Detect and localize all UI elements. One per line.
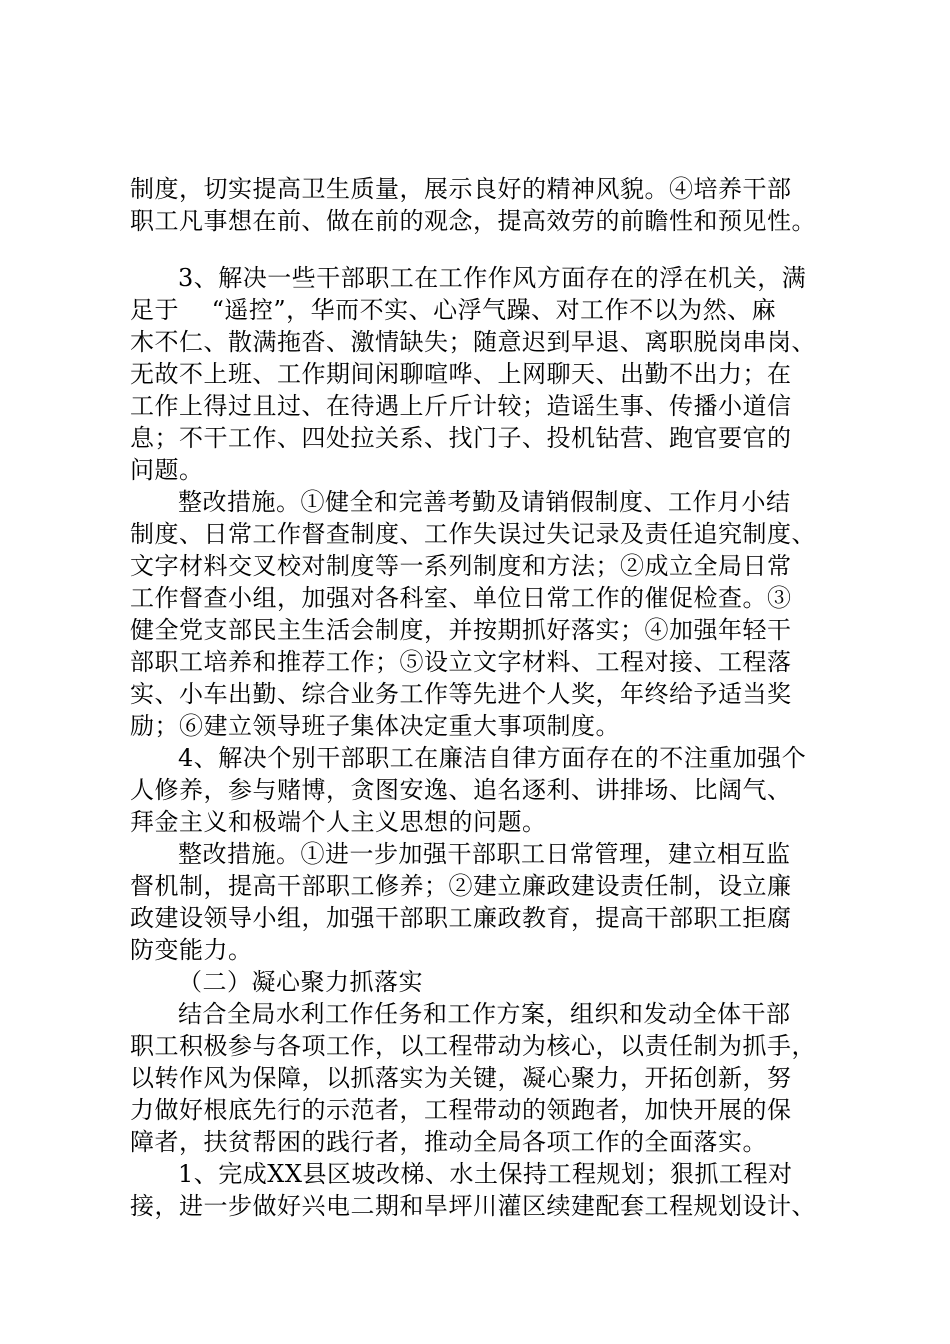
text-line: 部职工培养和推荐工作；⑤设立文字材料、工程对接、工程落 [130, 648, 792, 676]
text-line: 励；⑥建立领导班子集体决定重大事项制度。 [130, 712, 620, 740]
text-line: 人修养，参与赌博，贪图安逸、追名逐利、讲排场、比阔气、 [130, 776, 792, 804]
text-line: 文字材料交叉校对制度等一系列制度和方法；②成立全局日常 [130, 552, 792, 580]
item4-measures-paragraph [130, 838, 830, 966]
text-line: 足于 “遥控”，华而不实、心浮气躁、对工作不以为然、麻 [130, 296, 777, 324]
text-line: 障者，扶贫帮困的践行者，推动全局各项工作的全面落实。 [130, 1128, 767, 1156]
text-line: 制度、日常工作督查制度、工作失误过失记录及责任追究制度、 [130, 520, 816, 548]
item4-issue-paragraph [130, 742, 830, 838]
section2-heading-block [130, 966, 830, 998]
text-line: 督机制，提高干部职工修养；②建立廉政建设责任制，设立廉 [130, 872, 792, 900]
text-line: 拜金主义和极端个人主义思想的问题。 [130, 808, 547, 836]
text-line: 力做好根底先行的示范者，工程带动的领跑者，加快开展的保 [130, 1096, 792, 1124]
text-line: 1、完成XX县区坡改梯、水土保持工程规划；狠抓工程对 [178, 1160, 793, 1188]
item3-issue-paragraph [130, 262, 830, 486]
top-paragraph [130, 173, 830, 237]
text-line: 职工积极参与各项工作，以工程带动为核心，以责任制为抓手， [130, 1032, 816, 1060]
section2-intro-paragraph [130, 998, 830, 1158]
text-line: 整改措施。①进一步加强干部职工日常管理，建立相互监 [178, 840, 791, 868]
text-line: 健全党支部民主生活会制度，并按期抓好落实；④加强年轻干 [130, 616, 792, 644]
text-line: 息；不干工作、四处拉关系、找门子、投机钻营、跑官要官的 [130, 424, 792, 452]
text-line: 工作督查小组，加强对各科室、单位日常工作的催促检查。③ [130, 584, 792, 612]
text-line: 防变能力。 [130, 936, 253, 964]
text-line: 3、解决一些干部职工在工作作风方面存在的浮在机关，满 [178, 264, 807, 292]
text-line: 无故不上班、工作期间闲聊喧哗、上网聊天、出勤不出力；在 [130, 360, 792, 388]
text-line: 职工凡事想在前、做在前的观念，提高效劳的前瞻性和预见性。 [130, 207, 816, 235]
text-line: 政建设领导小组，加强干部职工廉政教育，提高干部职工拒腐 [130, 904, 792, 932]
item3-measures-paragraph [130, 486, 830, 742]
section-heading: （二）凝心聚力抓落实 [178, 968, 423, 996]
text-line: 以转作风为保障，以抓落实为关键，凝心聚力，开拓创新，努 [130, 1064, 792, 1092]
text-line: 工作上得过且过、在待遇上斤斤计较；造谣生事、传播小道信 [130, 392, 792, 420]
text-line: 实、小车出勤、综合业务工作等先进个人奖，年终给予适当奖 [130, 680, 792, 708]
text-line: 整改措施。①健全和完善考勤及请销假制度、工作月小结 [178, 488, 791, 516]
text-line: 木不仁、散满拖沓、激情缺失；随意迟到早退、离职脱岗串岗、 [130, 328, 816, 356]
text-line: 问题。 [130, 456, 204, 484]
text-line: 制度，切实提高卫生质量，展示良好的精神风貌。④培养干部 [130, 175, 792, 203]
text-line: 4、解决个别干部职工在廉洁自律方面存在的不注重加强个 [178, 744, 807, 772]
text-line: 结合全局水利工作任务和工作方案，组织和发动全体干部 [178, 1000, 791, 1028]
text-line: 接，进一步做好兴电二期和旱坪川灌区续建配套工程规划设计、 [130, 1192, 816, 1220]
section2-item1-paragraph [130, 1158, 830, 1222]
